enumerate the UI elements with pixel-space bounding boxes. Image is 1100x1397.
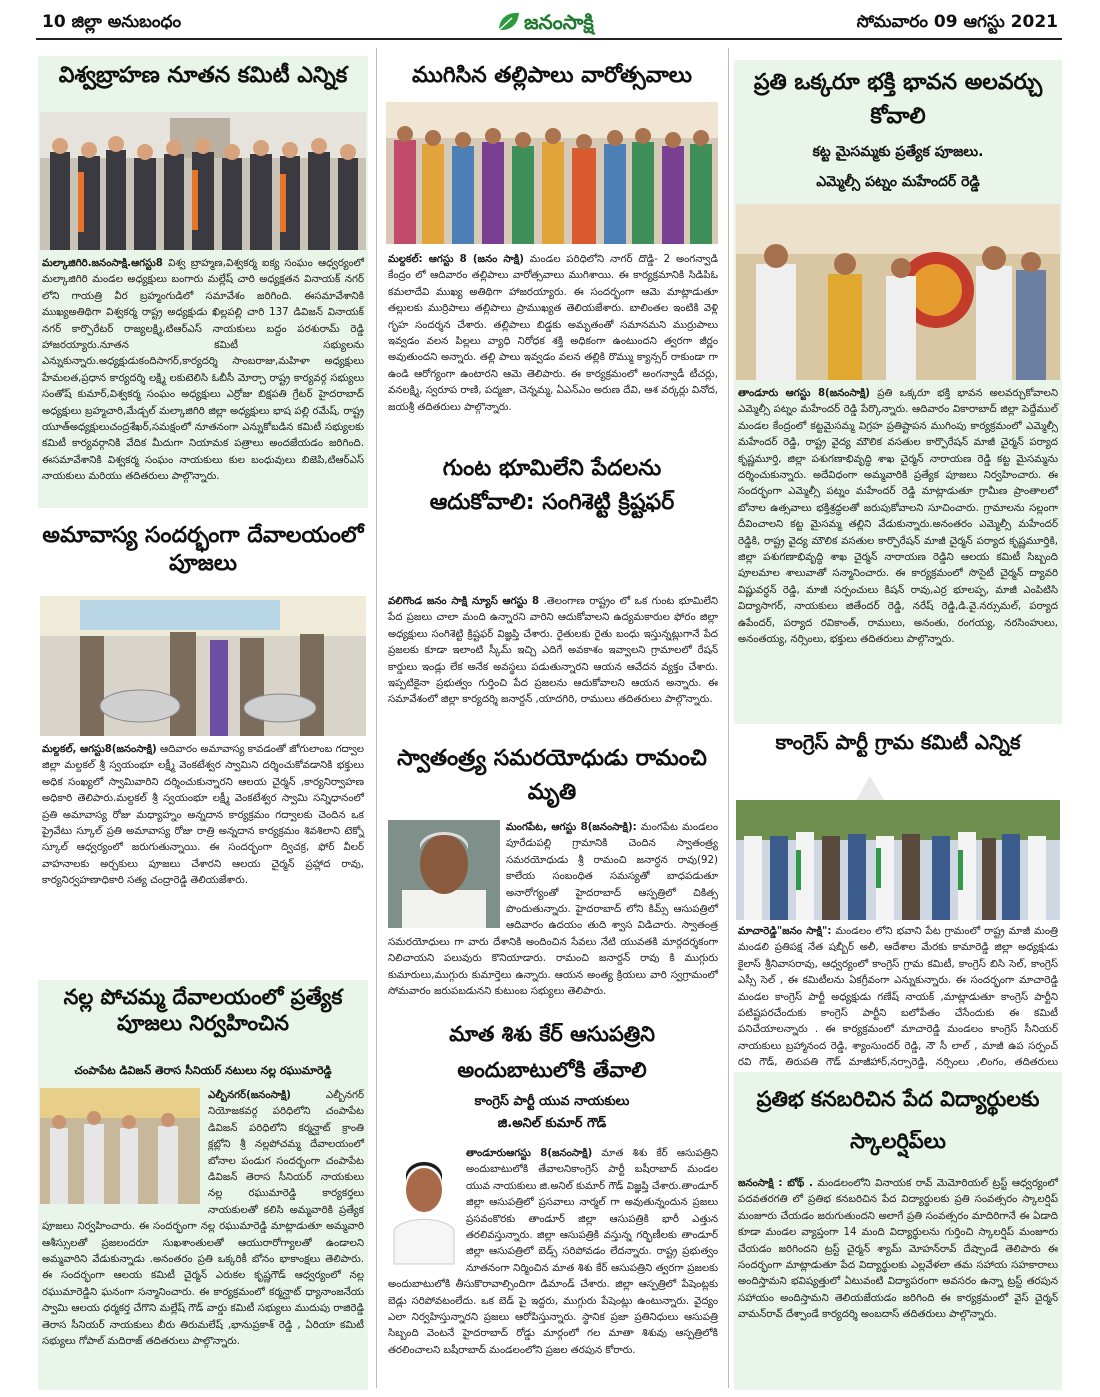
article-freedom-fighter: [382, 740, 722, 1012]
article-mch-hospital: [382, 1014, 722, 1390]
article-headline: కాంగ్రెస్ పార్టీ గ్రామ కమిటీ ఎన్నిక: [775, 730, 1021, 754]
article-dateline: తాండూరుఆగస్టు 8(జనంసాక్షి): [466, 1148, 593, 1159]
article-headline: మాత శిశు కేర్ ఆసుపత్రిని అందుబాటులోకి తేవాలి: [449, 1022, 655, 1082]
article-text: మంగపేట మండలం పూరేడుపల్లి గ్రామానికి చెందిన స్వాతంత్ర్య సమరయోధుడు శ్రీ రామంచి జనార్ధన రావు(92) కాలేయ సంబంధిత సమస్యతో బాధపడుతూ అనారోగ్యంతో హైదరాబాద్ ఆస్పత్రిలో చికిత్స పొందుతున్నారు. హైదరాబాద్ లోని కిమ్స్ ఆసుపత్రిలో ఆదివారం ఉదయం తుది శ్వాస విడిచారు. స్వాతంత్ర సమరయోధులు గా వారు దేశానికి అందించిన సేవలు నేటి యువతకి మార్గదర్శకంగా నిలిచాయని పలువురు కొనియాడారు. రామంచి జనార్దన్ రావు కి ముగ్గురు కుమారులు,ముగ్గురు కుమార్తెలు ఉన్నారు. ఆయన అంత్య క్రియలు వారి స్వగ్రామంలో సోమవారం జరుపబడునని కుటుంబ సభ్యులు తెలిపారు.: [388, 822, 718, 998]
photo-temple-puja: [40, 596, 366, 736]
article-body: [388, 820, 718, 1010]
article-subheadline: జి.అనిల్ కుమార్ గౌడ్: [497, 1116, 607, 1131]
column-divider: [376, 48, 377, 1388]
article-text: విశ్వ బ్రాహ్మణ,విశ్వకర్మ ఐక్య సంఘం ఆధ్వర్యంలో మల్కాజిగిరి మండల అధ్యక్షులు బంగారు మల్లేష్ చారి అధ్యక్షతన వినాయక్ నగర్ లోని గాయత్రి వీర బ్రహ్మంగుడిలో సమావేశం జరిగింది. ఈసమావేశానికి ముఖ్యఅతిథిగా విశ్వకర్మ రాష్ట్ర అధ్యక్షుడు ఖిల్లపల్లి చారి 137 డివిజన్ వినాయక్ నగర్ కార్పొరేటర్ రాజ్యలక్ష్మి,టిఆర్ఎస్ నాయకులు బద్దం పరశురామ్ రెడ్డి హాజరయ్యారు.నూతన కమిటీ సభ్యులను ఎన్నుకున్నారు.అధ్యక్షుడుకందిసాగర్,కార్యదర్శి సాంబరాజు,మహిళా అధ్యక్షులు హేమలత,ప్రధాన కార్యదర్శి లక్ష్మి లకుటెలిసి ఓబీసీ మోర్చా రాష్ట్ర కార్యవర్గ సభ్యులు సంతోష్ కుమార్,విశ్వకర్మ సంఘం అధ్యక్షులు ఎర్రోజు బిక్షపతి గ్రేటర్ హైదరాబాద్ అధ్యక్షులు బ్రహ్మచారి,మేడ్చల్ మల్కాజిగిరి జిల్లా అధ్యక్షులు భాష పల్లి రమేష్, రాష్ట్ర యూత్అధ్యక్షులుచంద్రశేఖర్,సమక్షంలో నూతనంగా ఎన్నుకోబడిన కమిటీ సభ్యులకు కమిటీ కార్యవర్గానికి వేదిక మీదుగా నియామక పత్రాలు అందజేయడం జరిగింది. ఈసమావేశానికి విశ్వకర్మ సంఘం నాయకులు కుల బంధువులు బిజెపి,టిఆర్ఎస్ నాయకులు మరియు తదితరులు పాల్గొన్నారు.: [42, 258, 364, 483]
article-bhakti-bhavana: [734, 60, 1062, 724]
article-text: మండలం లోని భవాని పేట గ్రామంలో రాష్ట్ర మాజీ మంత్రి మండలి ప్రతిపక్ష నేత షబ్బీర్ అలీ, ఆదేశాల మేరకు కామారెడ్డి జిల్లా అధ్యక్షుడు కైలాస్ శ్రీనివాసరావు, ఆధ్వర్యంలో కాంగ్రెస్ గ్రామ కమిటీ, కాంగ్రెస్ బిసి సెల్, కాంగ్రెస్ ఎస్సీ సెల్ , ఈ కమిటీలను ఏకగ్రీవంగా ఎన్నుకున్నారు. ఈ సందర్భంగా మాచారెడ్డి మండల కాంగ్రెస్ పార్టీ అధ్యక్షుడు గణేష్ నాయక్ ,మాట్లాడుతూ కాంగ్రెస్ పార్టీని పటిష్టపరచేందుకు కాంగ్రెస్ పార్టీని బలోపేతం చేసేందుకు ఈ కమిటీ పనిచేయాలన్నారు . ఈ కార్యక్రమంలో మాచారెడ్డి మండలం కాంగ్రెస్ సీనియర్ నాయకులు బ్రహ్మానంద రెడ్డి, శ్యాంసుందర్ రెడ్డి, నౌ సీ లాల్ , మాజీ ఉప సర్పంచ్ రవి గౌడ్, తిరుపతి గౌడ్ మాజీహార్,నర్సారెడ్డి, నర్సింలు ,లింగం, తదితరులు: [738, 926, 1058, 1069]
article-text: మండలంలోని వినాయక రావ్ మెమోరియల్ ట్రస్ట్ ఆధ్వర్యంలో పదవతరగతి లో ప్రతిభ కనబరిచిన పేద విద్యార్థులకు ప్రతి సంవత్సరం స్కాలర్షిప్ మంజూరు చేయడం జరుగుతుందని అలాగే ప్రతి సంవత్సరం మాదిరిగానే ఈ ఏడాది కూడా మండల వ్యాప్తంగా 14 మంది విద్యార్థులను గుర్తించి స్కాలర్షిప్ మంజూరు చేయడం జరిగిందని ట్రస్ట్ చైర్మన్ శ్యామ్ మోహన్‌రావ్ దేష్పాండే తెలిపారు ఈ సందర్భంగా మాట్లాడుతూ పేద విద్యార్థులకు ఎల్లవేళలా తమ సహాయ సహకారాలు అందిస్తామని భవిష్యత్తులో ఏటువంటి విద్యాపరంగా అవసరం ఉన్నా ట్రస్ట్ తరపున సహాయం అందిస్తామని తెలియజేయడం జరిగింది ఈ కార్యక్రమంలో వైస్ చైర్మన్ వామన్‌రావ్ దేశ్పాండే కార్యదర్శి అంబదాస్ తదితరులు పాల్గొన్నారు.: [738, 1178, 1058, 1321]
article-dateline: తాండూరు ఆగస్టు 8(జనంసాక్షి): [738, 388, 870, 399]
article-dateline: మల్దకల్, ఆగస్టు8(జనంసాక్షి): [42, 744, 157, 755]
article-text: మాత శిశు కేర్ ఆసుపత్రిని అందుబాటులోకి తేవాలనికాంగ్రెస్ పార్టీ బషీరాబాద్ మండల యువ నాయకులు జి.అనిల్ కుమార్ గౌడ్ విజ్ఞప్తి చేశారు.తాండూర్ జిల్లా ఆసుపత్రిలో ప్రసవాలు నార్మల్ గా అవుతున్నందున ప్రజలు ప్రసవంకొరకు తాండూర్ జిల్లా ఆసుపత్రికి భారీ ఎత్తున తరలివస్తున్నారు. జిల్లా ఆసుపత్రికి వస్తున్న గర్భిణీలకు తాండూర్ జిల్లా ఆసుపత్రిలో బెడ్స్ సరిపోవడం లేదన్నారు. రాష్ట్ర ప్రభుత్వం నూతనంగా నిర్మించిన మాత శిశు కేర్ ఆసుపత్రిని త్వరగా ప్రజలకు అందుబాటులోకి తీసుకొరావాల్సిందిగా డిమాండ్ చేశారు. జిల్లా ఆస్పత్రిలో పేషెంట్లకు బెడ్లు సరిపోవటంలేదు. ఒక బెడ్ పై ఇద్దరు, ముగ్గురు పేషెంట్లు ఉంటున్నారు. వైద్యం ఎలా నిర్వహిస్తున్నారని ప్రజలు ఆరోపిస్తున్నారు. స్థానిక ప్రజా ప్రతినిధులు ఆసుపత్రి సిబ్బంది వెంటనే హైదరాబాద్ రోడ్డు మార్గంలో గల మాతా శిశువు ఆస్పత్రిలోకి తరలించాలని బషీరాబాద్ మండలంలోని ప్రజల తరపున కోరారు.: [388, 1148, 718, 1356]
article-body: [738, 386, 1058, 720]
column-right: [734, 48, 1062, 1388]
article-dateline: ఎల్బీనగర్(జనంసాక్షి): [208, 1090, 291, 1101]
photo-committee-group: [40, 112, 366, 250]
newspaper-logo: [496, 8, 656, 36]
article-dateline: మల్దకల్: ఆగస్టు 8 (జనం సాక్షి): [388, 254, 524, 265]
page-section-label: 10 జిల్లా అనుబంధం: [42, 12, 182, 32]
article-body: [42, 1088, 364, 1386]
article-text: .తెలంగాణ రాష్ట్రం లో ఒక గుంట భూమిలేని పేద ప్రజలు చాలా మంది ఉన్నారని వారిని ఆదుకోవాలని ఉద్యమకారుల ఫోరం జిల్లా అధ్యక్షులు సంగిశెట్టి క్రిష్టఫర్ విజ్ఞప్తి చేశారు. రైతులకు రైతు బంధు ఇస్తున్నట్లుగానే పేద ప్రజలకు కూడా ఇలాంటి స్కీమ్ ఇచ్చి ఎదిగే అవకాశం ఇవ్వాలని గ్రామాలలో రేషన్ కార్డులు ఇండ్లు లేక అనేక అవస్థలు పడుతున్నారని ఆయన ఆవేదన వ్యక్తం చేశారు. ఇప్పటికైనా ప్రభుత్వం గుర్తించి పేద ప్రజలను ఆదుకోవాలని ఆయన అన్నారు. ఈ సమావేశంలో జిల్లా కార్యదర్శి జనార్దన్ ,యాదగిరి, రాములు తదితరులు పాల్గొన్నారు.: [388, 596, 718, 706]
article-landless-poor: [382, 448, 722, 740]
article-body: [388, 1146, 718, 1386]
article-subheadline: కట్ట మైసమ్మకు ప్రత్యేక పూజలు.: [812, 144, 984, 160]
column-left: [38, 48, 368, 1388]
article-amavasya: [38, 518, 368, 974]
article-headline: ప్రతిభ కనబరిచిన పేద విద్యార్థులకు స్కాలర్షిప్‌లు: [756, 1087, 1040, 1153]
logo-text: జనంసాక్షి: [524, 10, 594, 34]
article-vishwabrahmana: [38, 56, 368, 508]
article-text: ప్రతి ఒక్కరూ భక్తి భావన అలవర్చుకోవాలని ఎమ్మెల్సీ పట్నం మహేందర్ రెడ్డి పేర్కొన్నారు. ఆదివారం వికారాబాద్ జిల్లా పెద్దేముల్ మండల కేంద్రంలో కట్టమైసమ్మ విగ్రహ ప్రతిష్టాపన ముగింపు కార్యక్రమంలో ఎమ్మెల్సీ మహేందర్ రెడ్డి, రాష్ట్ర వైద్య మౌలిక వసతుల కార్పొరేషన్ మాజీ చైర్మన్ పర్యాద కృష్ణమూర్తి, జిల్లా పశుగణాభివృద్ధి శాఖ చైర్మన్ నారాయణ రెడ్డి కట్ట మైసమ్మను దర్శించుకున్నారు. అదేవిధంగా అమ్మవారికి ప్రత్యేక పూజలు నిర్వహించారు. ఈ సందర్భంగా ఎమ్మెల్సీ పట్నం మహేందర్ రెడ్డి మాట్లాడుతూ గ్రామీణ ప్రాంతాలలో బోనాల ఉత్సవాలు భక్తిశ్రద్ధలతో జరుపుకోవాలని సూచించారు. గ్రామాలను సల్లంగా దీవించాలని కట్ట మైసమ్మ తల్లిని వేడుకున్నారు.అనంతరం ఎమ్మెల్సీ మహేందర్ రెడ్డికి, రాష్ట్ర వైద్య మౌలిక వసతుల కార్పొరేషన్ మాజీ చైర్మన్ పర్యాద కృష్ణమూర్తికి, జిల్లా పశుగణాభివృద్ధి శాఖ చైర్మన్ నారాయణ రెడ్డిని ఆలయ కమిటీ సిబ్బంది పూలమాల శాలువాతో సన్మానించారు. ఈ కార్యక్రమంలో సొసైటీ చైర్మన్ ద్యావరి విష్ణువర్ధన్ రెడ్డి, మాజీ సర్పంచులు కిషన్ రావు,ఎర్ర భూలప్ప, మాజీ ఎంపిటిసి విద్యాసాగర్, నాయకులు జితేందర్ రెడ్డి, నరేష్ రెడ్డి,డి.వై.నర్సుమల్, పర్యాద ఉపేందర్, పర్యాద రవికాంత్, రాములు, అనంతు, రంగయ్య, నరసింహులు, అనంతయ్య, నర్సింలు, భక్తులు తదితరులు పాల్గొన్నారు.: [738, 388, 1058, 646]
article-congress-committee: [734, 726, 1062, 1072]
article-headline: నల్ల పోచమ్మ దేవాలయంలో ప్రత్యేక పూజలు నిర్వహించిన: [63, 985, 343, 1036]
article-dateline: మాచారెడ్డి"జనం సాక్షి":: [738, 926, 832, 937]
article-text: మండల పరిధిలోని నాగర్ దొడ్డి- 2 అంగన్వాడి కేంద్రం లో ఆదివారం తల్లిపాలు వారోత్సవాలు ముగిశాయి. ఈ కార్యక్రమానికి సిడిపిఓ కమలాదేవి ముఖ్య అతిథిగా హాజరయ్యారు. ఈ సందర్భంగా ఆమె మాట్లాడుతూ తల్లులకు ముర్రిపాలు తల్లిపాలు ప్రాముఖ్యత తెలియజేశారు. బాలింతల ఇంటికి వెళ్లి గృహ సందర్శన చేశారు. తల్లిపాలు బిడ్డకు అమృతంతో సమానమని ముర్రుపాలు ఇవ్వడం వలన పిల్లలు వ్యాధి నిరోధక శక్తి అధికంగా ఉంటుందని త్వరగా జీర్ణం అవుతుందని అన్నారు. తల్లి పాలు ఇవ్వడం వలన తల్లికి రొమ్ము క్యాన్సర్ రాకుండా గా ఉండి ఆరోగ్యంగా ఉంటారని ఆమె తెలిపారు. ఈ కార్యక్రమంలో అంగన్వాడీ టీచర్లు, వనలక్ష్మి, స్వరూప రాణి, పద్మజా, చెన్నమ్మ, ఏఎన్ఎం అరుణ దేవి, ఆశ వర్కర్లు వినోద, జయశ్రీ తదితరులు పాల్గొన్నారు.: [388, 254, 718, 413]
article-headline: గుంట భూమిలేని పేదలను ఆదుకోవాలి: సంగిశెట్టి క్రిష్టఫర్: [429, 456, 675, 515]
article-body: [388, 252, 718, 444]
article-headline: విశ్వబ్రాహణ నూతన కమిటీ ఎన్నిక: [58, 63, 348, 88]
article-headline: ముగిసిన తల్లిపాలు వారోత్సవాలు: [412, 63, 692, 88]
article-body: [42, 742, 364, 970]
article-subheadline: చంపాపేట డివిజన్ తెరాస సీనియర్ నటులు నల్ల రఘుమారెడ్డి: [74, 1064, 332, 1077]
photo-katta-maisamma-puja: [736, 204, 1060, 380]
page-date: సోమవారం 09 ఆగస్టు 2021: [856, 12, 1058, 32]
article-text: ఆదివారం అమావాస్య కావడంతో జోగులాంబ గద్వాల జిల్లా మల్దకల్ శ్రీ స్వయంభూ లక్ష్మీ వెంకటేశ్వర స్వామిని దర్శించుకోవడానికి భక్తులు అధిక సంఖ్యలో స్వామివారిని దర్శించుకున్నారని ఆలయ చైర్మన్ ,కార్యనిర్వాహణ అధికారి తెలిపారు.మల్దకల్ శ్రీ స్వయంభూ లక్ష్మీ వెంకటేశ్వర స్వామి సన్నిధానంలో ప్రతి అమావాస్య రోజు మధ్యాహ్నం అన్నదాన కార్యక్రమం గద్వాలకు చెందిన ఒక ప్రైవేటు స్కూల్ ప్రతి అమావాస్య రోజు రాత్రి అన్నదాన కార్యక్రమం శివశిలాని టెక్నో స్కూల్ ఆధ్వర్యంలో జరుగుతున్నాయి. ఈ సందర్భంగా ద్విచక్ర, ఫోర్ వీలర్ వాహనాలకు అర్చకులు పూజలు చేశారని ఆలయ చైర్మన్ ప్రహ్లాద రావు, కార్యనిర్వహణాధికారి సత్య చంద్రారెడ్డి తెలియజేశారు.: [42, 744, 364, 887]
column-divider: [728, 48, 729, 1388]
article-subheadline: కాంగ్రెస్ పార్టీ యువ నాయకులు: [474, 1094, 630, 1109]
column-middle: [382, 48, 722, 1388]
photo-anganwadi-women: [386, 102, 718, 244]
photo-congress-group: [736, 770, 1060, 920]
article-dateline: జనంసాక్షి : బోథ్ .: [738, 1178, 813, 1189]
article-dateline: వలిగొండ జనం సాక్షి న్యూస్ ఆగస్టు 8: [388, 596, 540, 607]
article-body: [738, 1176, 1058, 1386]
article-breastfeeding-week: [382, 56, 722, 446]
article-body: [738, 924, 1058, 1070]
article-dateline: మల్కాజిగిరి.జనంసాక్షి.ఆగస్టు8: [42, 258, 163, 269]
masthead: [36, 8, 1062, 40]
article-text: ఎల్బీనగర్ నియోజకవర్గ పరిధిలోని చంపాపేట డివిజన్ పరిధిలోని కర్మన్ఘాట్ క్రాంతి క్లబ్లోని శ్రీ నల్లపోచమ్మ దేవాలయంలో బోనాల పండుగ సందర్భంగా చంపాపేట డివిజన్ తెరాస సీనియర్ నాయకులు నల్ల రఘుమారెడ్డి కార్యకర్తలు నాయకులతో కలిసి అమ్మవారికి ప్రత్యేక పూజలు నిర్వహించారు. ఈ సందర్భంగా నల్ల రఘుమారెడ్డి మాట్లాడుతూ అమ్మవారి ఆశీస్సులతో ప్రజలందరూ సుఖశాంతులతో ఆయురారోగ్యాలతో ఉండాలని అమ్మవారిని వేడుకున్నాడు .అనంతరం ప్రతి ఒక్కరికీ బోనం భాకాంక్షలు తెలిపారు. ఈ సందర్భంగా ఆలయ కమిటీ చైర్మన్ ఎరుకల కృష్ణగౌడ్ ఆధ్వర్యంలో నల్ల రఘుమారెడ్డిని ఘనంగా సన్మానించారు. ఈ కార్యక్రమంలో కర్మన్ఘాట్ ధ్యానాంజనేయ స్వామి ఆలయ ధర్మకర్త చేగొని మల్లేష్ గౌడ్ వార్డు కమిటీ సభ్యులు ముదుపు రాజిరెడ్డి తెరాస సీనియర్ నాయకులు బీరు తిరుమలేష్ ,భానుప్రకాశ్ రెడ్డి , ఏరియా కమిటీ సభ్యులు గోపాల్ మదిరాజ్ తదితరులు పాల్గొన్నారు.: [42, 1090, 364, 1348]
article-headline: స్వాతంత్ర్య సమరయోధుడు రామంచి మృతి: [397, 746, 707, 805]
article-headline: అమావాస్య సందర్భంగా దేవాలయంలో పూజలు: [42, 523, 364, 576]
article-nalla-pochamma: [38, 980, 368, 1390]
article-subheadline: ఎమ్మెల్సీ పట్నం మహేందర్ రెడ్డి: [816, 174, 980, 190]
article-headline: ప్రతి ఒక్కరూ భక్తి భావన అలవర్చు కోవాలి: [753, 70, 1043, 129]
article-body: [42, 256, 364, 504]
article-body: [388, 594, 718, 736]
article-dateline: మంగపేట, ఆగస్టు 8(జనంసాక్షి):: [506, 822, 637, 833]
leaf-icon: [496, 10, 522, 34]
article-scholarships: [734, 1072, 1062, 1390]
